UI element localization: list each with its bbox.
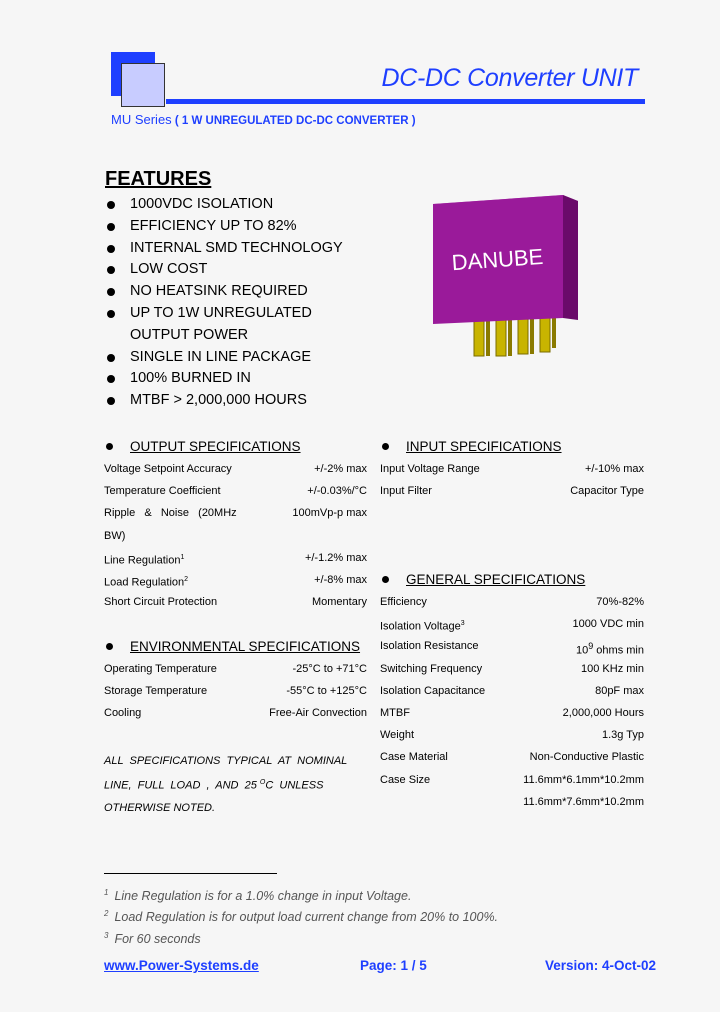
spec-row: Ripple & Noise (20MHz 100mVp-p max	[104, 507, 367, 520]
logo-square-front	[121, 63, 165, 107]
features-list	[105, 194, 343, 412]
input-specs-section	[380, 436, 644, 502]
bullet-icon	[107, 288, 115, 296]
spec-row: Voltage Setpoint Accuracy +/-2% max	[104, 463, 367, 475]
spec-row: Operating Temperature -25°C to +71°C	[104, 663, 367, 675]
spec-row: Case Material Non-Conductive Plastic	[380, 751, 644, 764]
page-number: Page: 1 / 5	[360, 958, 427, 973]
general-specs-section	[380, 569, 644, 813]
feature-item-continued: OUTPUT POWER	[130, 326, 249, 343]
header-rule	[166, 99, 645, 104]
feature-item: UP TO 1W UNREGULATED	[105, 303, 343, 325]
spec-row: Cooling Free-Air Convection	[104, 707, 367, 720]
bullet-icon	[107, 223, 115, 231]
footnote: $^1$ Line Regulation is for a 1.0% change in input Voltage.	[104, 888, 412, 904]
feature-item: INTERNAL SMD TECHNOLOGY	[105, 238, 343, 260]
general-note: ALL SPECIFICATIONS TYPICAL AT NOMINAL LINE, FULL LOAD , AND 25 $^O$C UNLESS OTHERWISE NOTED.	[104, 755, 348, 814]
feature-item: EFFICIENCY UP TO 82%	[105, 216, 343, 238]
footnote-rule	[104, 873, 277, 874]
general-specs-heading: GENERAL SPECIFICATIONS	[380, 569, 644, 591]
features-heading: FEATURES	[105, 168, 212, 190]
product-image	[430, 192, 582, 364]
spec-row: Case Size 11.6mm*6.1mm*10.2mm	[380, 773, 644, 786]
spec-row: Isolation Capacitance 80pF max	[380, 684, 644, 697]
bullet-icon	[107, 354, 115, 362]
spec-row: Efficiency 70%-82%	[380, 596, 644, 608]
series-subtitle	[111, 112, 416, 127]
bullet-icon	[382, 576, 389, 583]
spec-row: Storage Temperature -55°C to +125°C	[104, 685, 367, 698]
bullet-icon	[107, 266, 115, 274]
bullet-icon	[107, 201, 115, 209]
footnote: $^3$ For 60 seconds	[104, 931, 201, 947]
spec-row: Weight 1.3g Typ	[380, 729, 644, 742]
spec-row: MTBF 2,000,000 Hours	[380, 706, 644, 719]
case-side	[563, 195, 578, 320]
bullet-icon	[107, 245, 115, 253]
spec-row: Isolation Voltage$^3$ 1000 VDC min	[380, 618, 644, 633]
feature-item: LOW COST	[105, 259, 343, 281]
version-label: Version: 4-Oct-02	[544, 958, 656, 973]
case-label: DANUBE	[450, 243, 545, 276]
feature-item: SINGLE IN LINE PACKAGE	[105, 347, 343, 369]
spec-row: Load Regulation$^2$ +/-8% max	[104, 573, 367, 589]
spec-row: Input Filter Capacitor Type	[380, 485, 644, 498]
spec-row: Input Voltage Range +/-10% max	[380, 463, 644, 475]
output-specs-heading: OUTPUT SPECIFICATIONS	[104, 436, 367, 458]
input-specs-heading: INPUT SPECIFICATIONS	[380, 436, 644, 458]
spec-row: Switching Frequency 100 KHz min	[380, 662, 644, 675]
environmental-specs-section	[104, 636, 367, 725]
spec-row: 11.6mm*7.6mm*10.2mm	[523, 795, 644, 808]
bullet-icon	[106, 443, 113, 450]
series-name: MU Series	[111, 112, 172, 127]
bullet-icon	[107, 310, 115, 318]
feature-item: NO HEATSINK REQUIRED	[105, 281, 343, 303]
environmental-specs-heading: ENVIRONMENTAL SPECIFICATIONS	[104, 636, 367, 658]
bullet-icon	[106, 643, 113, 650]
spec-row: Isolation Resistance $10^9$ ohms min	[380, 640, 644, 658]
spec-row: Short Circuit Protection Momentary	[104, 596, 367, 609]
spec-row: BW)	[104, 529, 126, 542]
output-specs-section	[104, 436, 367, 613]
spec-row: Line Regulation$^1$ +/-1.2% max	[104, 551, 367, 567]
feature-item: 1000VDC ISOLATION	[105, 194, 343, 216]
bullet-icon	[382, 443, 389, 450]
website-link[interactable]: www.Power-Systems.de	[104, 958, 259, 973]
feature-item: MTBF > 2,000,000 HOURS	[105, 390, 343, 412]
feature-item: 100% BURNED IN	[105, 368, 343, 390]
bullet-icon	[107, 397, 115, 405]
footnote: $^2$ Load Regulation is for output load current change from 20% to 100%.	[104, 909, 499, 925]
spec-row: Temperature Coefficient +/-0.03%/°C	[104, 485, 367, 498]
bullet-icon	[107, 375, 115, 383]
series-desc: ( 1 W UNREGULATED DC-DC CONVERTER )	[171, 115, 416, 127]
page-title: DC-DC Converter UNIT	[381, 64, 638, 92]
